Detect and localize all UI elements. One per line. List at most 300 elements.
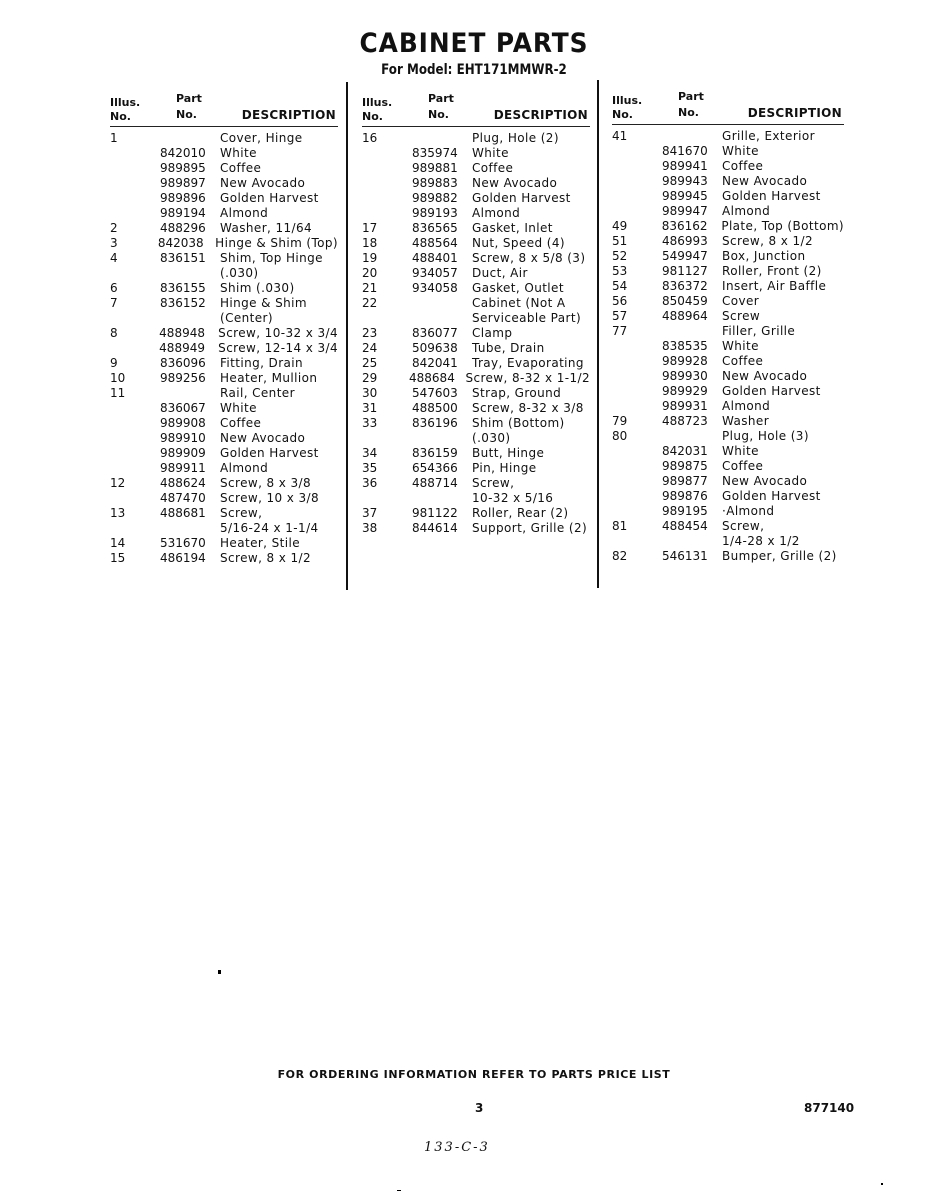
part-description: (.030)	[472, 431, 511, 445]
illus-number	[110, 416, 160, 431]
illus-number: 49	[612, 219, 628, 233]
part-description: Duct, Air	[472, 266, 528, 280]
part-row	[362, 506, 590, 521]
column-header	[612, 90, 844, 124]
part-description: Screw	[722, 309, 761, 323]
part-description: White	[722, 144, 759, 158]
part-number: 509638	[412, 341, 458, 355]
part-number: 838535	[662, 339, 708, 353]
part-row	[110, 431, 338, 446]
part-row	[612, 324, 844, 339]
part-number: 989193	[412, 206, 458, 220]
header-text: Part	[678, 90, 704, 103]
illus-number: 8	[110, 326, 118, 340]
part-number: 989194	[160, 206, 206, 220]
part-row	[110, 551, 338, 566]
part-description: Screw, 8 x 3/8	[220, 476, 311, 490]
illus-number: 77	[612, 324, 628, 338]
part-row	[110, 476, 338, 491]
part-number: 531670	[160, 536, 206, 550]
part-number: 981122	[412, 506, 458, 520]
part-description: Golden Harvest	[220, 191, 319, 205]
part-description: Shim (Bottom)	[472, 416, 565, 430]
illus-number: 38	[362, 521, 378, 535]
part-description: New Avocado	[220, 431, 306, 445]
illus-number	[612, 339, 662, 354]
illus-number	[612, 159, 662, 174]
illus-number: 54	[612, 279, 628, 293]
illus-number: 80	[612, 429, 628, 443]
part-row	[612, 279, 844, 294]
part-number: 989256	[160, 371, 206, 385]
part-row	[612, 504, 844, 519]
part-number: 488684	[409, 371, 455, 385]
part-row	[110, 326, 338, 341]
part-row	[362, 356, 590, 371]
illus-number: 35	[362, 461, 378, 475]
part-row	[612, 519, 844, 534]
illus-number: 56	[612, 294, 628, 308]
part-row	[612, 414, 844, 429]
illus-number	[612, 459, 662, 474]
part-description: Tube, Drain	[472, 341, 545, 355]
illus-number	[110, 401, 160, 416]
part-row	[110, 461, 338, 476]
part-row	[362, 446, 590, 461]
illus-number	[110, 176, 160, 191]
header-rule	[110, 126, 338, 127]
part-number	[412, 296, 472, 311]
part-number: 488296	[160, 221, 206, 235]
part-row	[362, 521, 590, 536]
part-number: 836096	[160, 356, 206, 370]
header-rule	[362, 126, 590, 127]
part-number: 836067	[160, 401, 206, 415]
illus-number: 34	[362, 446, 378, 460]
illus-number: 57	[612, 309, 628, 323]
part-number: 836196	[412, 416, 458, 430]
illus-number: 14	[110, 536, 126, 550]
part-description: Tray, Evaporating	[472, 356, 584, 370]
part-description: Washer	[722, 414, 770, 428]
illus-no-header	[612, 94, 642, 122]
part-description: 1/4-28 x 1/2	[722, 534, 800, 548]
part-row	[362, 296, 590, 311]
part-number	[412, 491, 472, 506]
header-text: Part	[176, 92, 202, 105]
part-description: Serviceable Part)	[472, 311, 582, 325]
header-text: No.	[110, 110, 131, 123]
part-description: Plug, Hole (2)	[472, 131, 559, 145]
illus-number: 23	[362, 326, 378, 340]
illus-number	[612, 504, 662, 519]
header-text: No.	[428, 108, 449, 121]
part-number: 488500	[412, 401, 458, 415]
illus-number	[612, 354, 662, 369]
part-description: Screw, 8 x 5/8 (3)	[472, 251, 586, 265]
part-description: Gasket, Outlet	[472, 281, 564, 295]
part-number: 989883	[412, 176, 458, 190]
illus-number: 18	[362, 236, 378, 250]
part-number: 842038	[157, 236, 204, 250]
part-description: Golden Harvest	[472, 191, 571, 205]
part-number: 981127	[662, 264, 708, 278]
part-description: Screw, 12-14 x 3/4	[218, 341, 338, 355]
illus-number	[362, 161, 412, 176]
part-row	[362, 401, 590, 416]
part-number: 989930	[662, 369, 708, 383]
part-number: 989909	[160, 446, 206, 460]
illus-number: 9	[110, 356, 118, 370]
illus-number	[612, 489, 662, 504]
part-row	[612, 294, 844, 309]
part-description: Grille, Exterior	[722, 129, 815, 143]
part-number: 989943	[662, 174, 708, 188]
part-description: Coffee	[472, 161, 514, 175]
part-number: 488681	[160, 506, 206, 520]
part-description: Rail, Center	[220, 386, 295, 400]
illus-number	[110, 431, 160, 446]
part-description: Fitting, Drain	[220, 356, 304, 370]
part-number: 841670	[662, 144, 708, 158]
part-number: 836155	[160, 281, 206, 295]
column-divider	[597, 80, 599, 588]
illus-number: 11	[110, 386, 126, 400]
part-row	[110, 161, 338, 176]
part-row	[612, 489, 844, 504]
part-description: Roller, Front (2)	[722, 264, 822, 278]
part-description: Washer, 11/64	[220, 221, 313, 235]
illus-number	[110, 146, 160, 161]
illus-no-header	[362, 96, 392, 124]
document-number: 877140	[804, 1101, 855, 1115]
part-description: Almond	[220, 461, 269, 475]
part-description: Screw,	[472, 476, 515, 490]
part-description: New Avocado	[722, 474, 808, 488]
illus-number	[612, 399, 662, 414]
illus-number: 15	[110, 551, 126, 565]
part-description: Coffee	[722, 354, 764, 368]
part-row	[362, 416, 590, 431]
illus-number: 6	[110, 281, 118, 295]
part-no-header	[170, 92, 202, 122]
part-description: 5/16-24 x 1-1/4	[220, 521, 319, 535]
header-rule	[612, 124, 844, 125]
part-row	[612, 429, 844, 444]
illus-number: 53	[612, 264, 628, 278]
part-row	[362, 491, 590, 506]
illus-number: 30	[362, 386, 378, 400]
part-row	[362, 176, 590, 191]
illus-number: 3	[110, 236, 118, 250]
part-row	[612, 249, 844, 264]
part-row	[612, 369, 844, 384]
part-number: 989896	[160, 191, 206, 205]
part-description: (Center)	[220, 311, 273, 325]
scan-speck	[218, 970, 221, 974]
illus-number	[362, 176, 412, 191]
part-description: Insert, Air Baffle	[722, 279, 827, 293]
part-description: Cabinet (Not A	[472, 296, 566, 310]
part-description: White	[220, 401, 257, 415]
part-row	[612, 399, 844, 414]
header-text: No.	[362, 110, 383, 123]
part-description: Screw,	[722, 519, 765, 533]
part-number: 989928	[662, 354, 708, 368]
part-row	[612, 144, 844, 159]
part-description: Golden Harvest	[722, 384, 821, 398]
illus-number	[110, 266, 160, 281]
part-row	[362, 236, 590, 251]
part-description: Coffee	[722, 159, 764, 173]
part-description: Strap, Ground	[472, 386, 562, 400]
part-description: White	[722, 339, 759, 353]
illus-number: 16	[362, 131, 378, 145]
part-row	[612, 234, 844, 249]
part-row	[612, 459, 844, 474]
illus-number: 4	[110, 251, 118, 265]
part-description: Box, Junction	[722, 249, 806, 263]
part-row	[110, 311, 338, 326]
part-row	[612, 174, 844, 189]
illus-number	[612, 189, 662, 204]
illus-number	[362, 311, 412, 326]
illus-number: 79	[612, 414, 628, 428]
part-row	[110, 416, 338, 431]
part-row	[362, 476, 590, 491]
illus-number	[110, 461, 160, 476]
part-number: 989895	[160, 161, 206, 175]
illus-number: 25	[362, 356, 378, 370]
illus-number	[110, 446, 160, 461]
part-description: White	[220, 146, 257, 160]
illus-number	[362, 491, 412, 506]
part-row	[362, 206, 590, 221]
column-header	[362, 92, 590, 126]
part-row	[612, 339, 844, 354]
part-row	[612, 549, 844, 564]
part-number: 488564	[412, 236, 458, 250]
part-row	[362, 146, 590, 161]
part-row	[362, 386, 590, 401]
part-description: Butt, Hinge	[472, 446, 545, 460]
part-description: Screw, 10-32 x 3/4	[218, 326, 338, 340]
part-number: 836159	[412, 446, 458, 460]
part-row	[110, 176, 338, 191]
parts-column-3	[612, 90, 844, 564]
header-text: No.	[176, 108, 197, 121]
part-row	[110, 536, 338, 551]
illus-number: 2	[110, 221, 118, 235]
illus-number: 31	[362, 401, 378, 415]
part-number	[160, 386, 220, 401]
part-row	[612, 444, 844, 459]
illus-number: 36	[362, 476, 378, 490]
part-number: 989195	[662, 504, 708, 518]
illus-number: 29	[362, 371, 378, 385]
part-row	[362, 281, 590, 296]
part-number: 989947	[662, 204, 708, 218]
illus-no-header	[110, 96, 140, 124]
part-number	[160, 266, 220, 281]
header-text: Illus.	[110, 96, 141, 109]
part-number: 989910	[160, 431, 206, 445]
illus-number: 20	[362, 266, 378, 280]
part-description: New Avocado	[722, 174, 808, 188]
part-description: Screw,	[220, 506, 263, 520]
part-description: Screw, 10 x 3/8	[220, 491, 320, 505]
illus-number	[612, 534, 662, 549]
part-number: 487470	[160, 491, 206, 505]
part-description: Hinge & Shim	[220, 296, 307, 310]
part-number: 989877	[662, 474, 708, 488]
part-description: Support, Grille (2)	[472, 521, 588, 535]
part-number: 989908	[160, 416, 206, 430]
part-description: Shim, Top Hinge	[220, 251, 323, 265]
part-row	[110, 266, 338, 281]
part-description: Gasket, Inlet	[472, 221, 553, 235]
illus-number: 21	[362, 281, 378, 295]
illus-number: 81	[612, 519, 628, 533]
part-number: 836372	[662, 279, 708, 293]
part-number	[662, 534, 722, 549]
part-no-header	[672, 90, 704, 120]
part-number: 836152	[160, 296, 206, 310]
part-description: Cover, Hinge	[220, 131, 303, 145]
part-description: 10-32 x 5/16	[472, 491, 554, 505]
part-row	[612, 309, 844, 324]
header-text: No.	[612, 108, 633, 121]
illus-number	[110, 311, 160, 326]
part-row	[362, 161, 590, 176]
part-description: Screw, 8-32 x 1-1/2	[465, 371, 590, 385]
part-description: Screw, 8 x 1/2	[722, 234, 813, 248]
part-number: 836162	[661, 219, 708, 233]
illus-number	[362, 191, 412, 206]
parts-column-1	[110, 92, 338, 566]
scan-speck	[881, 1183, 883, 1185]
part-row	[110, 371, 338, 386]
page-number: 3	[475, 1101, 484, 1115]
part-row	[612, 474, 844, 489]
part-number: 934057	[412, 266, 458, 280]
part-description: Plug, Hole (3)	[722, 429, 809, 443]
part-number	[662, 324, 722, 339]
page-title: CABINET PARTS	[359, 28, 589, 59]
part-row	[362, 461, 590, 476]
part-number	[662, 129, 722, 144]
part-number	[412, 311, 472, 326]
part-row	[612, 204, 844, 219]
part-number: 488949	[159, 341, 205, 355]
part-number	[412, 131, 472, 146]
part-row	[362, 341, 590, 356]
part-number: 989929	[662, 384, 708, 398]
illus-number: 7	[110, 296, 118, 310]
illus-number	[110, 521, 160, 536]
part-number	[160, 521, 220, 536]
illus-number	[362, 146, 412, 161]
part-description: Cover	[722, 294, 760, 308]
part-description: Pin, Hinge	[472, 461, 537, 475]
part-description: New Avocado	[220, 176, 306, 190]
part-number: 989941	[662, 159, 708, 173]
scan-speck	[397, 1190, 401, 1191]
illus-number: 1	[110, 131, 118, 145]
part-description: Golden Harvest	[220, 446, 319, 460]
illus-number	[612, 474, 662, 489]
part-description: Roller, Rear (2)	[472, 506, 569, 520]
part-number	[160, 311, 220, 326]
part-description: Nut, Speed (4)	[472, 236, 565, 250]
part-number: 842010	[160, 146, 206, 160]
part-number: 989897	[160, 176, 206, 190]
part-row	[362, 251, 590, 266]
part-number: 989875	[662, 459, 708, 473]
part-number: 989911	[160, 461, 206, 475]
part-row	[612, 219, 844, 234]
part-no-header	[422, 92, 454, 122]
part-number: 989945	[662, 189, 708, 203]
part-number: 989876	[662, 489, 708, 503]
part-description: (.030)	[220, 266, 259, 280]
part-description: Hinge & Shim (Top)	[215, 236, 338, 250]
part-row	[110, 446, 338, 461]
part-number: 549947	[662, 249, 708, 263]
part-row	[362, 221, 590, 236]
part-number: 488401	[412, 251, 458, 265]
illus-number: 22	[362, 296, 378, 310]
part-row	[110, 236, 338, 251]
header-text: No.	[678, 106, 699, 119]
illus-number: 10	[110, 371, 126, 385]
header-text: Illus.	[362, 96, 393, 109]
part-description: Coffee	[220, 416, 262, 430]
part-description: New Avocado	[472, 176, 558, 190]
part-number: 547603	[412, 386, 458, 400]
part-number: 850459	[662, 294, 708, 308]
ordering-note: FOR ORDERING INFORMATION REFER TO PARTS PRICE LIST	[277, 1068, 671, 1081]
illus-number: 12	[110, 476, 126, 490]
part-description: Screw, 8-32 x 3/8	[472, 401, 584, 415]
illus-number	[612, 369, 662, 384]
illus-number: 17	[362, 221, 378, 235]
part-description: Coffee	[722, 459, 764, 473]
model-subtitle: For Model: EHT171MMWR-2	[381, 62, 567, 78]
illus-number: 51	[612, 234, 628, 248]
part-row	[110, 491, 338, 506]
part-description: ·Almond	[722, 504, 775, 518]
illus-number: 33	[362, 416, 378, 430]
part-number: 835974	[412, 146, 458, 160]
part-number: 488714	[412, 476, 458, 490]
part-description: Almond	[472, 206, 521, 220]
part-description: Almond	[722, 399, 771, 413]
part-description: White	[722, 444, 759, 458]
part-row	[110, 341, 338, 356]
part-number: 654366	[412, 461, 458, 475]
part-row	[362, 131, 590, 146]
part-row	[612, 189, 844, 204]
part-row	[110, 401, 338, 416]
part-row	[612, 159, 844, 174]
part-number: 989931	[662, 399, 708, 413]
part-row	[110, 206, 338, 221]
part-row	[362, 266, 590, 281]
part-number: 486993	[662, 234, 708, 248]
part-description: Golden Harvest	[722, 189, 821, 203]
part-row	[110, 521, 338, 536]
